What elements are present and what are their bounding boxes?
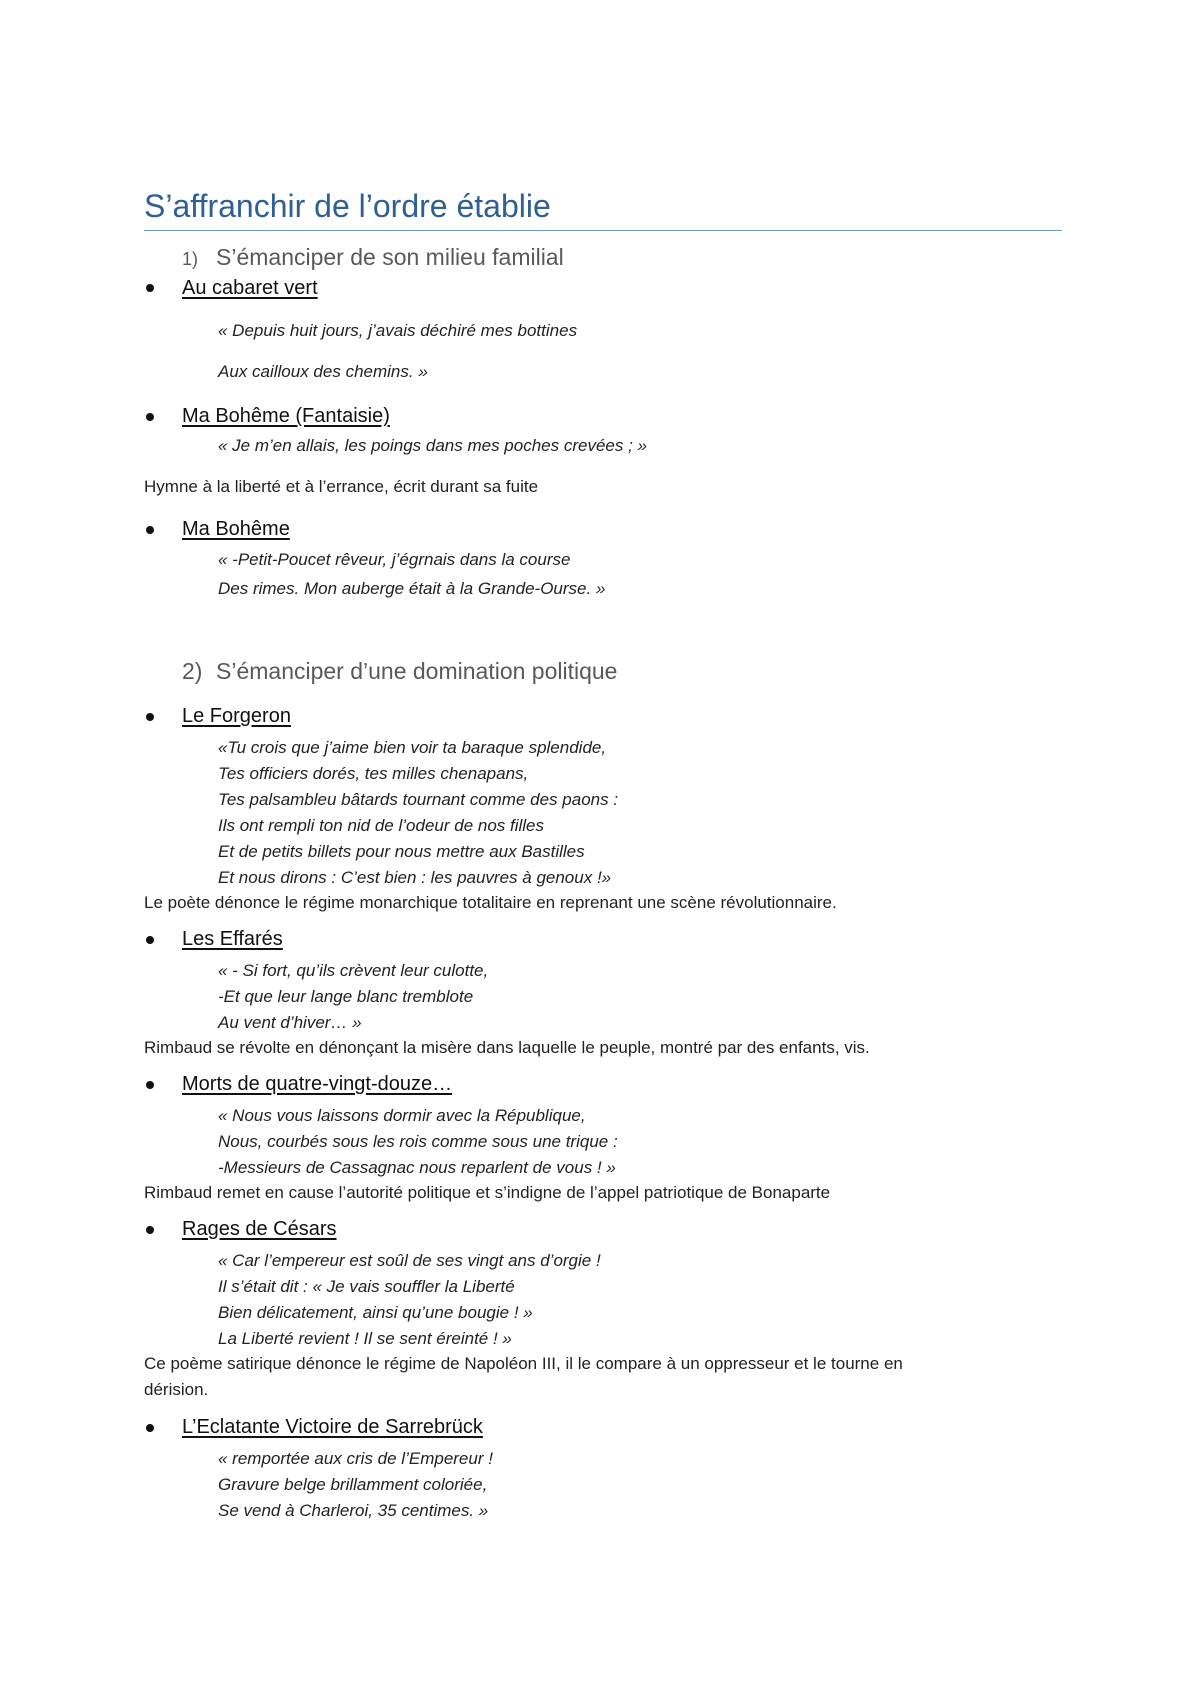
quote-line: -Et que leur lange blanc tremblote: [218, 987, 474, 1006]
quote-line: Et nous dirons : C’est bien : les pauvres à genoux !»: [218, 868, 612, 887]
bullet-icon: [146, 1226, 154, 1234]
bullet-icon: [146, 936, 154, 944]
quote-line: Des rimes. Mon auberge était à la Grande-Ourse. »: [218, 579, 606, 598]
quote-line: « Nous vous laissons dormir avec la République,: [218, 1106, 586, 1125]
section-2-number: 2): [182, 658, 203, 684]
bullet-icon: [146, 284, 154, 292]
poem-title-morts-de-quatre-vingt-douze: Morts de quatre-vingt-douze…: [182, 1073, 453, 1095]
poem-comment: Le poète dénonce le régime monarchique totalitaire en reprenant une scène révolutionnaire.: [144, 893, 837, 912]
quote-line: Au vent d’hiver… »: [218, 1013, 362, 1032]
section-1-number: 1): [182, 249, 199, 269]
quote-line: Gravure belge brillamment coloriée,: [218, 1475, 488, 1494]
quote-line: Il s’était dit : « Je vais souffler la Liberté: [218, 1277, 515, 1296]
poem-title-ma-boheme-fantaisie: Ma Bohême (Fantaisie): [182, 405, 390, 427]
bullet-icon: [146, 413, 154, 421]
poem-title-ma-boheme: Ma Bohême: [182, 518, 290, 540]
poem-title-eclatante-victoire-de-sarrebruck: L’Eclatante Victoire de Sarrebrück: [182, 1416, 483, 1438]
quote-line: « remportée aux cris de l’Empereur !: [218, 1449, 493, 1468]
title-underline-rule: [144, 230, 1062, 231]
section-1-heading: [182, 242, 564, 274]
page-title: S’affranchir de l’ordre établie: [144, 188, 551, 224]
bullet-icon: [146, 1081, 154, 1089]
quote-line: « Je m’en allais, les poings dans mes poches crevées ; »: [218, 436, 648, 455]
quote-line: La Liberté revient ! Il se sent éreinté ! »: [218, 1329, 512, 1348]
quote-line: « - Si fort, qu’ils crèvent leur culotte,: [218, 961, 489, 980]
poem-comment: Hymne à la liberté et à l’errance, écrit durant sa fuite: [144, 477, 539, 496]
bullet-icon: [146, 526, 154, 534]
quote-line: -Messieurs de Cassagnac nous reparlent de vous ! »: [218, 1158, 616, 1177]
quote-line: Tes palsambleu bâtards tournant comme des paons :: [218, 790, 619, 809]
quote-line: « Depuis huit jours, j’avais déchiré mes bottines: [218, 321, 578, 340]
poem-title-les-effares: Les Effarés: [182, 928, 283, 950]
quote-line: Ils ont rempli ton nid de l’odeur de nos filles: [218, 816, 545, 835]
poem-comment: Rimbaud remet en cause l’autorité politique et s’indigne de l’appel patriotique de Bonaparte: [144, 1183, 831, 1202]
quote-line: «Tu crois que j’aime bien voir ta baraque splendide,: [218, 738, 607, 757]
section-1-heading-text: S’émanciper de son milieu familial: [216, 244, 564, 270]
quote-line: Se vend à Charleroi, 35 centimes. »: [218, 1501, 489, 1520]
section-2-heading-text: S’émanciper d’une domination politique: [216, 658, 618, 684]
poem-comment: Rimbaud se révolte en dénonçant la misère dans laquelle le peuple, montré par des enfants, vis.: [144, 1038, 870, 1057]
quote-line: Bien délicatement, ainsi qu’une bougie ! »: [218, 1303, 533, 1322]
quote-line: « -Petit-Poucet rêveur, j’égrnais dans la course: [218, 550, 571, 569]
section-2-heading: [182, 656, 617, 686]
quote-line: Nous, courbés sous les rois comme sous une trique :: [218, 1132, 618, 1151]
bullet-icon: [146, 713, 154, 721]
poem-title-au-cabaret-vert: Au cabaret vert: [182, 277, 318, 299]
quote-line: Et de petits billets pour nous mettre aux Bastilles: [218, 842, 585, 861]
quote-line: Aux cailloux des chemins. »: [218, 362, 428, 381]
bullet-icon: [146, 1424, 154, 1432]
poem-comment: Ce poème satirique dénonce le régime de Napoléon III, il le compare à un oppresseur et le tourne en: [144, 1354, 903, 1373]
poem-title-rages-de-cesars: Rages de Césars: [182, 1218, 337, 1240]
poem-title-le-forgeron: Le Forgeron: [182, 705, 291, 727]
quote-line: « Car l’empereur est soûl de ses vingt ans d’orgie !: [218, 1251, 601, 1270]
poem-comment: dérision.: [144, 1380, 209, 1399]
quote-line: Tes officiers dorés, tes milles chenapans,: [218, 764, 529, 783]
